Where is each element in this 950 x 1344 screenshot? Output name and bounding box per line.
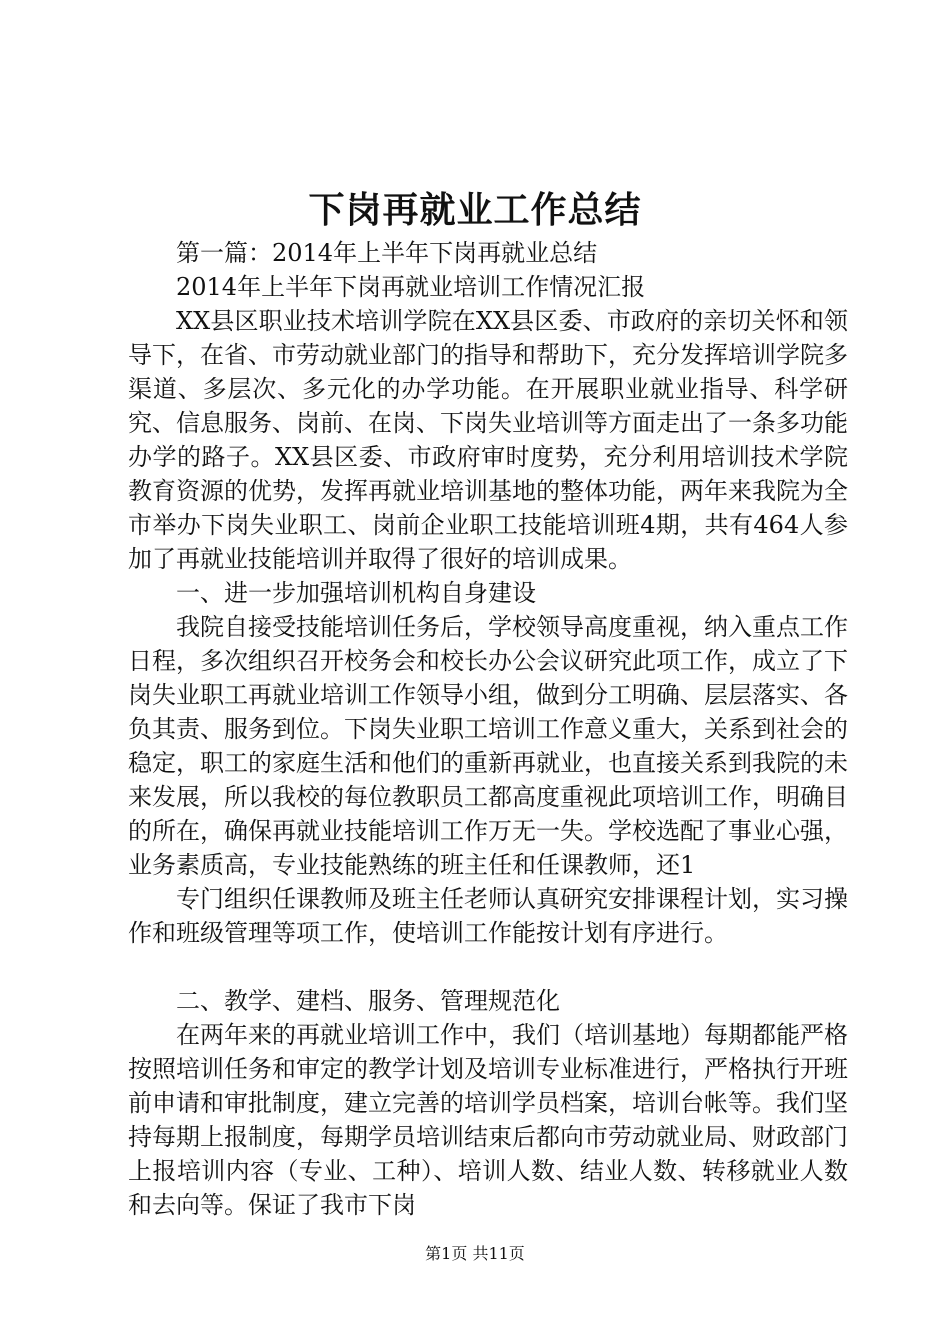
page-number-footer: 第1页 共11页 [425,1244,525,1263]
paragraph-body-two: 在两年来的再就业培训工作中，我们（培训基地）每期都能严格按照培训任务和审定的教学计划及培训专业标准进行，严格执行开班前申请和审批制度，建立完善的培训学员档案，培训台帐等。我们坚持每期上报制度，每期学员培训结束后都向市劳动就业局、财政部门上报培训内容（专业、工种）、培训人数、结业人数、转移就业人数和去向等。保证了我市下岗 [128,1021,848,1219]
document-title: 下岗再就业工作总结 [308,189,642,231]
paragraph-blank-line [128,950,848,984]
paragraph-heading-one: 一、进一步加强培训机构自身建设 [176,579,536,607]
paragraph-body-one: 我院自接受技能培训任务后，学校领导高度重视，纳入重点工作日程，多次组织召开校务会和校长办公会议研究此项工作，成立了下岗失业职工再就业培训工作领导小组，做到分工明确、层层落实、各负其责、服务到位。下岗失业职工培训工作意义重大，关系到社会的稳定，职工的家庭生活和他们的重新再就业，也直接关系到我院的未来发展，所以我校的每位教职员工都高度重视此项培训工作，明确目的所在，确保再就业技能培训工作万无一失。学校选配了事业心强，业务素质高，专业技能熟练的班主任和任课教师，还1 [128,613,848,879]
document-body [128,236,848,1222]
paragraph-body-one-continued: 专门组织任课教师及班主任老师认真研究安排课程计划，实习操作和班级管理等项工作，使培训工作能按计划有序进行。 [128,885,848,947]
paragraph-report-title: 2014年上半年下岗再就业培训工作情况汇报 [176,273,646,301]
paragraph-heading-two: 二、教学、建档、服务、管理规范化 [176,987,560,1015]
paragraph-intro: XX县区职业技术培训学院在XX县区委、市政府的亲切关怀和领导下，在省、市劳动就业部门的指导和帮助下，充分发挥培训学院多渠道、多层次、多元化的办学功能。在开展职业就业指导、科学研究、信息服务、岗前、在岗、下岗失业培训等方面走出了一条多功能办学的路子。XX县区委、市政府审时度势，充分利用培训技术学院教育资源的优势，发挥再就业培训基地的整体功能，两年来我院为全市举办下岗失业职工、岗前企业职工技能培训班4期，共有464人参加了再就业技能培训并取得了很好的培训成果。 [128,307,848,573]
paragraph-section-heading: 第一篇：2014年上半年下岗再就业总结 [176,239,598,267]
